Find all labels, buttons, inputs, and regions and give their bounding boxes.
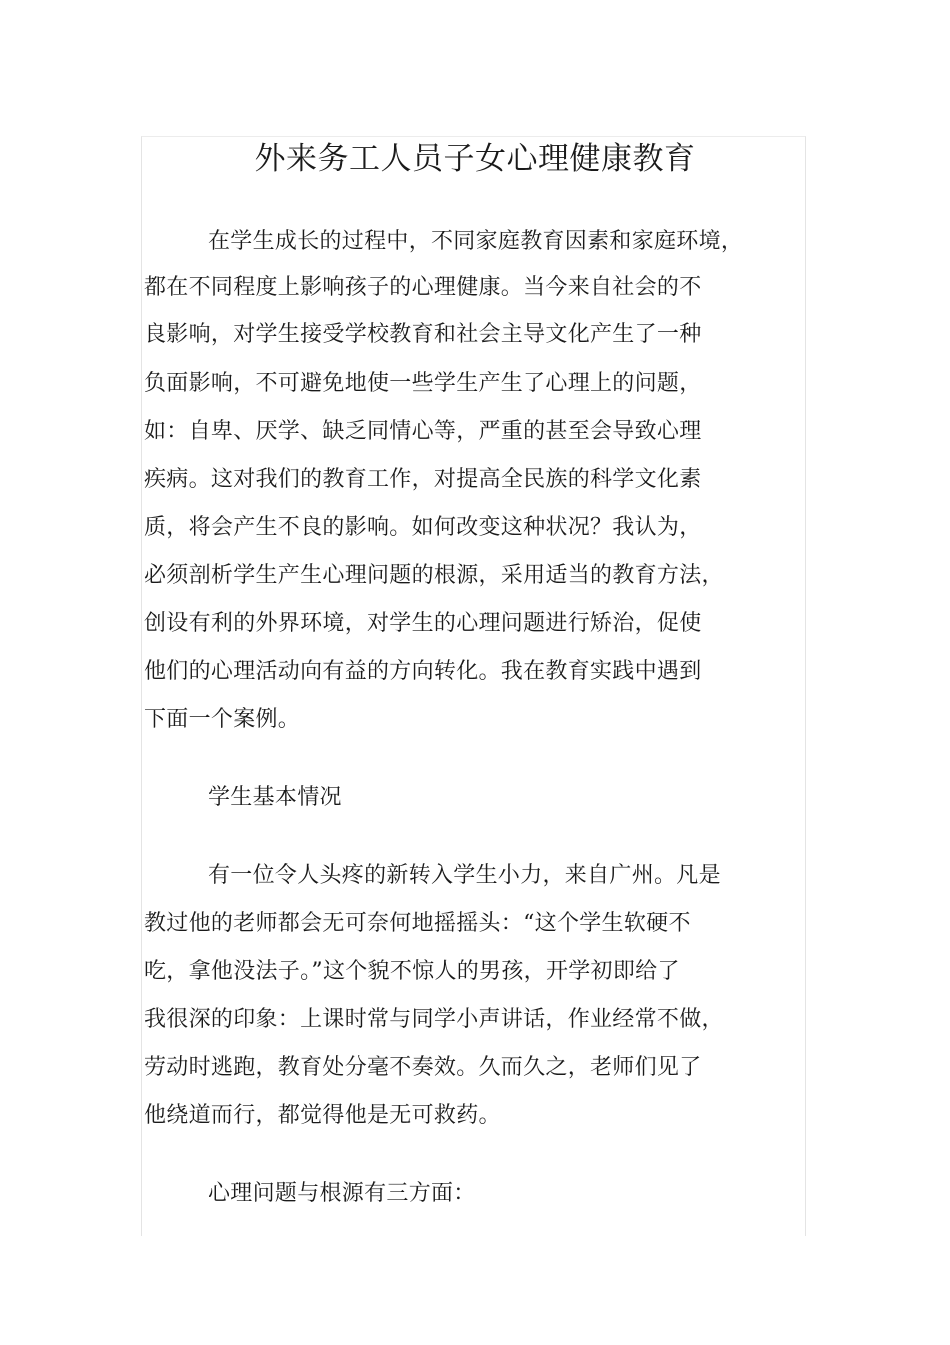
- paragraph-2-line: 吃，拿他没法子。”这个貌不惊人的男孩，开学初即给了: [144, 959, 680, 984]
- paragraph-2-line: 教过他的老师都会无可奈何地摇摇头：“这个学生软硬不: [144, 911, 691, 936]
- document-title: 外来务工人员子女心理健康教育: [254, 141, 696, 177]
- paragraph-1-line: 负面影响，不可避免地使一些学生产生了心理上的问题，: [144, 371, 702, 396]
- paragraph-1-line: 下面一个案例。: [144, 707, 301, 732]
- paragraph-1-line: 疾病。这对我们的教育工作，对提高全民族的科学文化素: [144, 467, 702, 492]
- section-heading: 学生基本情况: [208, 785, 342, 810]
- paragraph-2-line: 我很深的印象：上课时常与同学小声讲话，作业经常不做，: [144, 1007, 724, 1032]
- paragraph-1-line: 都在不同程度上影响孩子的心理健康。当今来自社会的不: [144, 275, 702, 300]
- paragraph-1-line: 创设有利的外界环境，对学生的心理问题进行矫治，促使: [144, 611, 702, 636]
- paragraph-2-line: 劳动时逃跑，教育处分毫不奏效。久而久之，老师们见了: [144, 1055, 702, 1080]
- paragraph-2-line: 有一位令人头疼的新转入学生小力，来自广州。凡是: [208, 863, 721, 888]
- paragraph-1-line: 他们的心理活动向有益的方向转化。我在教育实践中遇到: [144, 659, 702, 684]
- paragraph-2-line: 他绕道而行，都觉得他是无可救药。: [144, 1103, 501, 1128]
- paragraph-1-line: 质，将会产生不良的影响。如何改变这种状况？我认为，: [144, 515, 702, 540]
- section-heading: 心理问题与根源有三方面：: [208, 1181, 476, 1206]
- paragraph-1-line: 如：自卑、厌学、缺乏同情心等，严重的甚至会导致心理: [144, 419, 702, 444]
- paragraph-1-line: 在学生成长的过程中，不同家庭教育因素和家庭环境，: [208, 229, 744, 254]
- paragraph-1-line: 良影响，对学生接受学校教育和社会主导文化产生了一种: [144, 322, 702, 347]
- paragraph-1-line: 必须剖析学生产生心理问题的根源，采用适当的教育方法，: [144, 563, 724, 588]
